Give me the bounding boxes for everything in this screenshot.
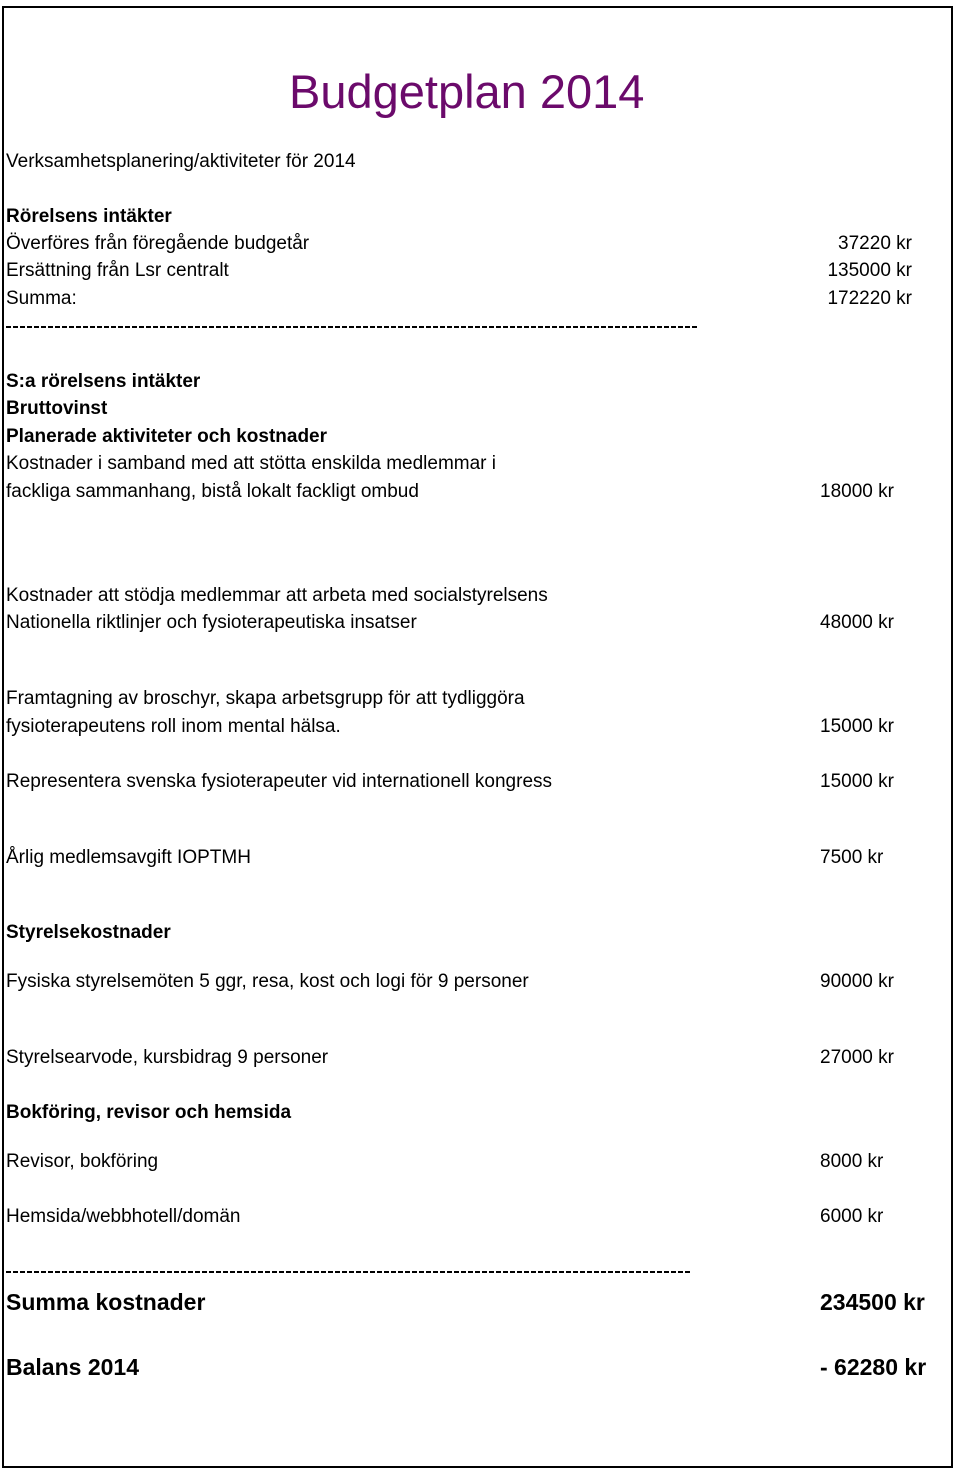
- section-sa-income: S:a rörelsens intäkter: [6, 371, 201, 392]
- balance-amount: - 62280 kr: [820, 1354, 927, 1380]
- cost-guidelines-line1: Kostnader att stödja medlemmar att arbeta med socialstyrelsens: [6, 585, 548, 606]
- income-row-amount: 37220 kr: [838, 233, 912, 254]
- board-meetings-amount: 90000 kr: [820, 971, 894, 992]
- board-meetings: Fysiska styrelsemöten 5 ggr, resa, kost och logi för 9 personer: [6, 971, 529, 992]
- cost-fee-amount: 7500 kr: [820, 847, 884, 868]
- income-sum-amount: 172220 kr: [827, 288, 912, 309]
- admin-heading: Bokföring, revisor och hemsida: [6, 1102, 292, 1123]
- income-sum-label: Summa:: [6, 288, 77, 309]
- cost-fee: Årlig medlemsavgift IOPTMH: [6, 847, 251, 868]
- total-cost-label: Summa kostnader: [6, 1289, 206, 1315]
- cost-congress-amount: 15000 kr: [820, 771, 894, 792]
- admin-audit-amount: 8000 kr: [820, 1151, 884, 1172]
- admin-web-amount: 6000 kr: [820, 1206, 884, 1227]
- income-row-amount: 135000 kr: [827, 260, 912, 281]
- board-heading: Styrelsekostnader: [6, 922, 171, 943]
- income-row-label: Överföres från föregående budgetår: [6, 233, 310, 254]
- cost-congress: Representera svenska fysioterapeuter vid internationell kongress: [6, 771, 553, 792]
- cost-guidelines-amount: 48000 kr: [820, 612, 894, 633]
- dashed-divider: [6, 1271, 691, 1273]
- page-title: Budgetplan 2014: [289, 65, 645, 118]
- cost-support-line2: fackliga sammanhang, bistå lokalt fackligt ombud: [6, 481, 419, 502]
- cost-support-line1: Kostnader i samband med att stötta enskilda medlemmar i: [6, 453, 497, 474]
- cost-brochure-line1: Framtagning av broschyr, skapa arbetsgrupp för att tydliggöra: [6, 688, 525, 709]
- income-heading: Rörelsens intäkter: [6, 206, 172, 227]
- admin-web: Hemsida/webbhotell/domän: [6, 1206, 241, 1227]
- income-row-label: Ersättning från Lsr centralt: [6, 260, 229, 281]
- cost-brochure-amount: 15000 kr: [820, 716, 894, 737]
- admin-audit: Revisor, bokföring: [6, 1151, 159, 1172]
- cost-support-amount: 18000 kr: [820, 481, 894, 502]
- board-fees-amount: 27000 kr: [820, 1047, 894, 1068]
- cost-brochure-line2: fysioterapeutens roll inom mental hälsa.: [6, 716, 341, 737]
- board-fees: Styrelsearvode, kursbidrag 9 personer: [6, 1047, 329, 1068]
- total-cost-amount: 234500 kr: [820, 1289, 925, 1315]
- dashed-divider: [6, 326, 698, 328]
- page-subtitle: Verksamhetsplanering/aktiviteter för 2014: [6, 151, 356, 172]
- section-planned: Planerade aktiviteter och kostnader: [6, 426, 328, 447]
- balance-label: Balans 2014: [6, 1354, 139, 1380]
- section-gross-profit: Bruttovinst: [6, 398, 108, 419]
- cost-guidelines-line2: Nationella riktlinjer och fysioterapeutiska insatser: [6, 612, 417, 633]
